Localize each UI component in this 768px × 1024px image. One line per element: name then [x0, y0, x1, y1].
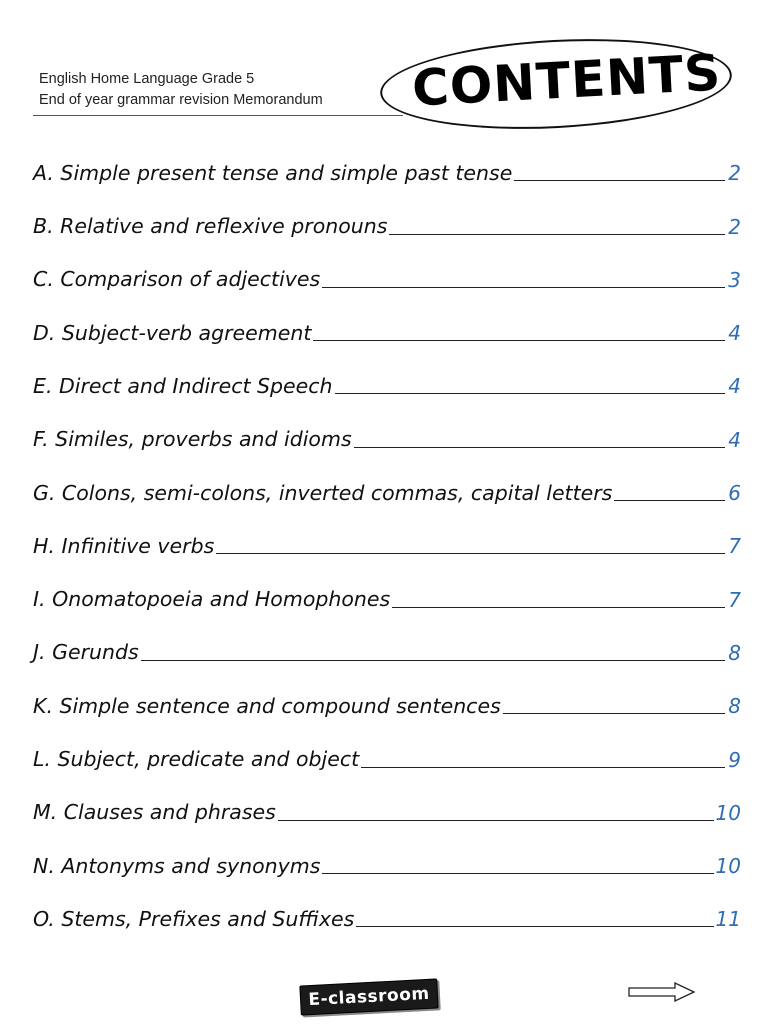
- toc-page-number: 4: [728, 427, 741, 452]
- toc-leader-line: [614, 500, 725, 501]
- toc-entry-label: F. Similes, proverbs and idioms: [33, 427, 352, 452]
- toc-entry-label: J. Gerunds: [33, 640, 139, 665]
- toc-page-number: 4: [728, 374, 741, 399]
- toc-page-number: 2: [728, 161, 741, 186]
- toc-entry-label: I. Onomatopoeia and Homophones: [33, 587, 391, 612]
- subject-title: English Home Language Grade 5: [39, 71, 255, 87]
- toc-entry-label: L. Subject, predicate and object: [33, 747, 360, 772]
- toc-entry-label: O. Stems, Prefixes and Suffixes: [33, 906, 355, 931]
- toc-leader-line: [392, 607, 725, 608]
- toc-page-number: 11: [715, 907, 741, 932]
- toc-entry[interactable]: [33, 300, 741, 353]
- toc-leader-line: [503, 713, 725, 714]
- table-of-contents: [33, 140, 741, 939]
- toc-entry-label: N. Antonyms and synonyms: [33, 853, 321, 878]
- toc-leader-line: [354, 447, 725, 448]
- toc-page-number: 6: [728, 481, 741, 506]
- toc-entry-label: D. Subject-verb agreement: [33, 320, 312, 345]
- toc-entry[interactable]: [33, 886, 741, 939]
- toc-page-number: 10: [715, 800, 741, 825]
- toc-page-number: 4: [728, 321, 741, 346]
- toc-entry[interactable]: [33, 513, 741, 566]
- toc-leader-line: [514, 180, 725, 181]
- logo-text: E-classroom: [307, 983, 431, 1011]
- toc-entry-label: M. Clauses and phrases: [33, 800, 276, 825]
- toc-entry-label: G. Colons, semi-colons, inverted commas, capital letters: [33, 480, 613, 505]
- toc-entry[interactable]: [33, 247, 741, 300]
- toc-entry-label: K. Simple sentence and compound sentences: [33, 693, 501, 718]
- toc-page-number: 7: [728, 534, 741, 559]
- toc-leader-line: [216, 553, 725, 554]
- toc-entry[interactable]: [33, 140, 741, 193]
- toc-page-number: 8: [728, 640, 741, 665]
- toc-entry[interactable]: [33, 460, 741, 513]
- toc-entry[interactable]: [33, 193, 741, 246]
- toc-page-number: 2: [728, 214, 741, 239]
- toc-page-number: 10: [715, 854, 741, 879]
- toc-leader-line: [389, 234, 725, 235]
- toc-entry[interactable]: [33, 406, 741, 459]
- toc-entry[interactable]: [33, 353, 741, 406]
- toc-entry-label: B. Relative and reflexive pronouns: [33, 214, 388, 239]
- page-title: CONTENTS: [410, 43, 723, 118]
- toc-entry[interactable]: [33, 620, 741, 673]
- toc-entry-label: H. Infinitive verbs: [33, 533, 215, 558]
- document-subtitle: End of year grammar revision Memorandum: [39, 92, 323, 108]
- toc-leader-line: [322, 873, 713, 874]
- toc-entry[interactable]: [33, 566, 741, 619]
- toc-page-number: 3: [728, 267, 741, 292]
- toc-entry-label: C. Comparison of adjectives: [33, 267, 321, 292]
- toc-leader-line: [313, 340, 725, 341]
- toc-leader-line: [335, 393, 725, 394]
- toc-leader-line: [356, 926, 713, 927]
- eclassroom-logo: [299, 978, 438, 1015]
- toc-entry[interactable]: [33, 726, 741, 779]
- toc-entry-label: E. Direct and Indirect Speech: [33, 373, 333, 398]
- toc-entry[interactable]: [33, 833, 741, 886]
- toc-leader-line: [141, 660, 725, 661]
- toc-leader-line: [361, 767, 725, 768]
- toc-entry[interactable]: [33, 673, 741, 726]
- right-arrow-icon[interactable]: [627, 981, 697, 1003]
- toc-page-number: 7: [728, 587, 741, 612]
- toc-entry-label: A. Simple present tense and simple past tense: [33, 160, 513, 185]
- toc-leader-line: [278, 820, 714, 821]
- toc-page-number: 9: [728, 747, 741, 772]
- toc-page-number: 8: [728, 694, 741, 719]
- toc-leader-line: [322, 287, 725, 288]
- header-divider: [33, 115, 403, 116]
- toc-entry[interactable]: [33, 780, 741, 833]
